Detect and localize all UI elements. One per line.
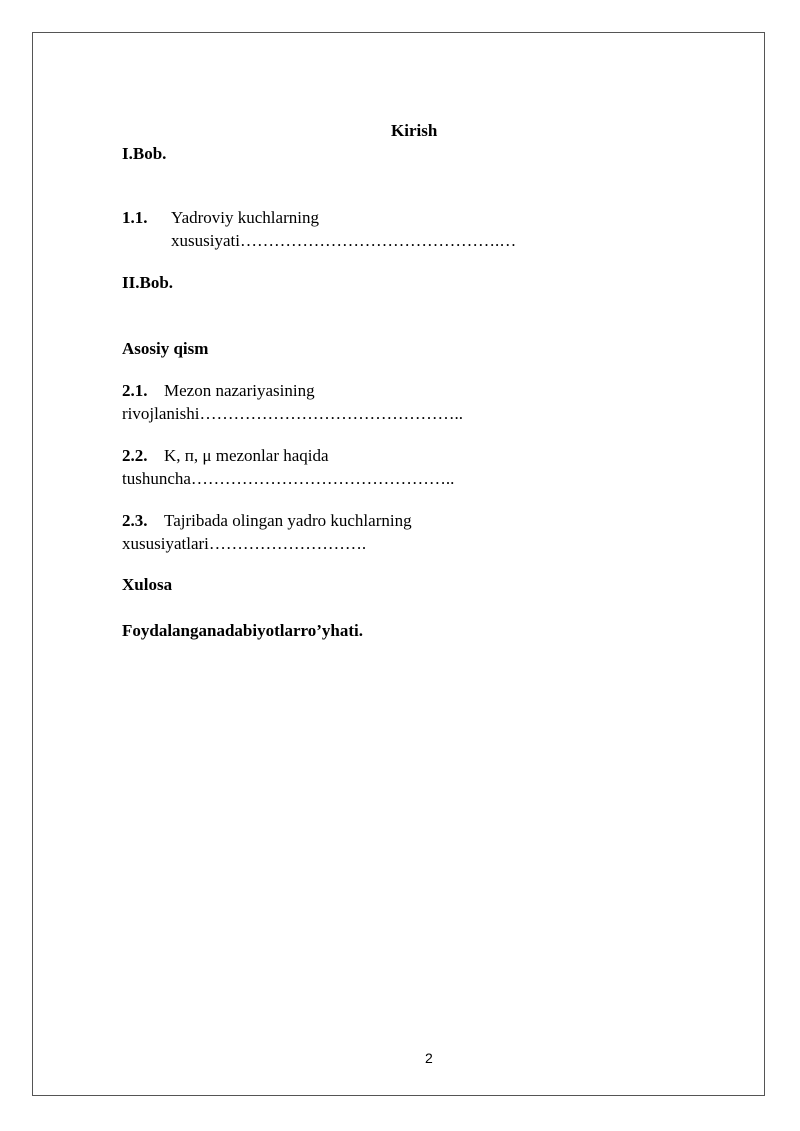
toc-item-1-1-continuation: xususiyati……………………………………….…: [171, 231, 517, 250]
conclusion-heading: Xulosa: [122, 575, 173, 594]
main-section-heading: Asosiy qism: [122, 339, 209, 358]
toc-item-2-3-number: 2.3.: [122, 511, 148, 530]
toc-item-1-1-number: 1.1.: [122, 208, 148, 227]
toc-item-2-3-continuation: xususiyatlari……………………….: [122, 534, 367, 553]
toc-item-2-2-title: K, п, μ mezonlar haqida: [164, 446, 329, 465]
toc-item-1-1: [122, 207, 319, 229]
toc-item-2-2-continuation: tushuncha………………………………………..: [122, 469, 455, 488]
toc-item-2-2: [122, 445, 329, 467]
references-heading: Foydalanganadabiyotlarro’yhati.: [122, 621, 364, 640]
chapter-1-heading: I.Bob.: [122, 144, 167, 163]
toc-item-2-1: [122, 380, 315, 402]
toc-item-2-3: [122, 510, 412, 532]
toc-item-2-1-title: Mezon nazariyasining: [164, 381, 315, 400]
document-page: [32, 32, 765, 1096]
chapter-2-heading: II.Bob.: [122, 273, 174, 292]
toc-item-2-1-number: 2.1.: [122, 381, 148, 400]
toc-item-2-3-title: Tajribada olingan yadro kuchlarning: [164, 511, 412, 530]
toc-item-2-1-continuation: rivojlanishi………………………………………..: [122, 404, 463, 423]
heading-kirish: Kirish: [391, 121, 438, 140]
toc-item-2-2-number: 2.2.: [122, 446, 148, 465]
page-number: 2: [425, 1050, 433, 1066]
toc-item-1-1-title: Yadroviy kuchlarning: [171, 208, 319, 227]
